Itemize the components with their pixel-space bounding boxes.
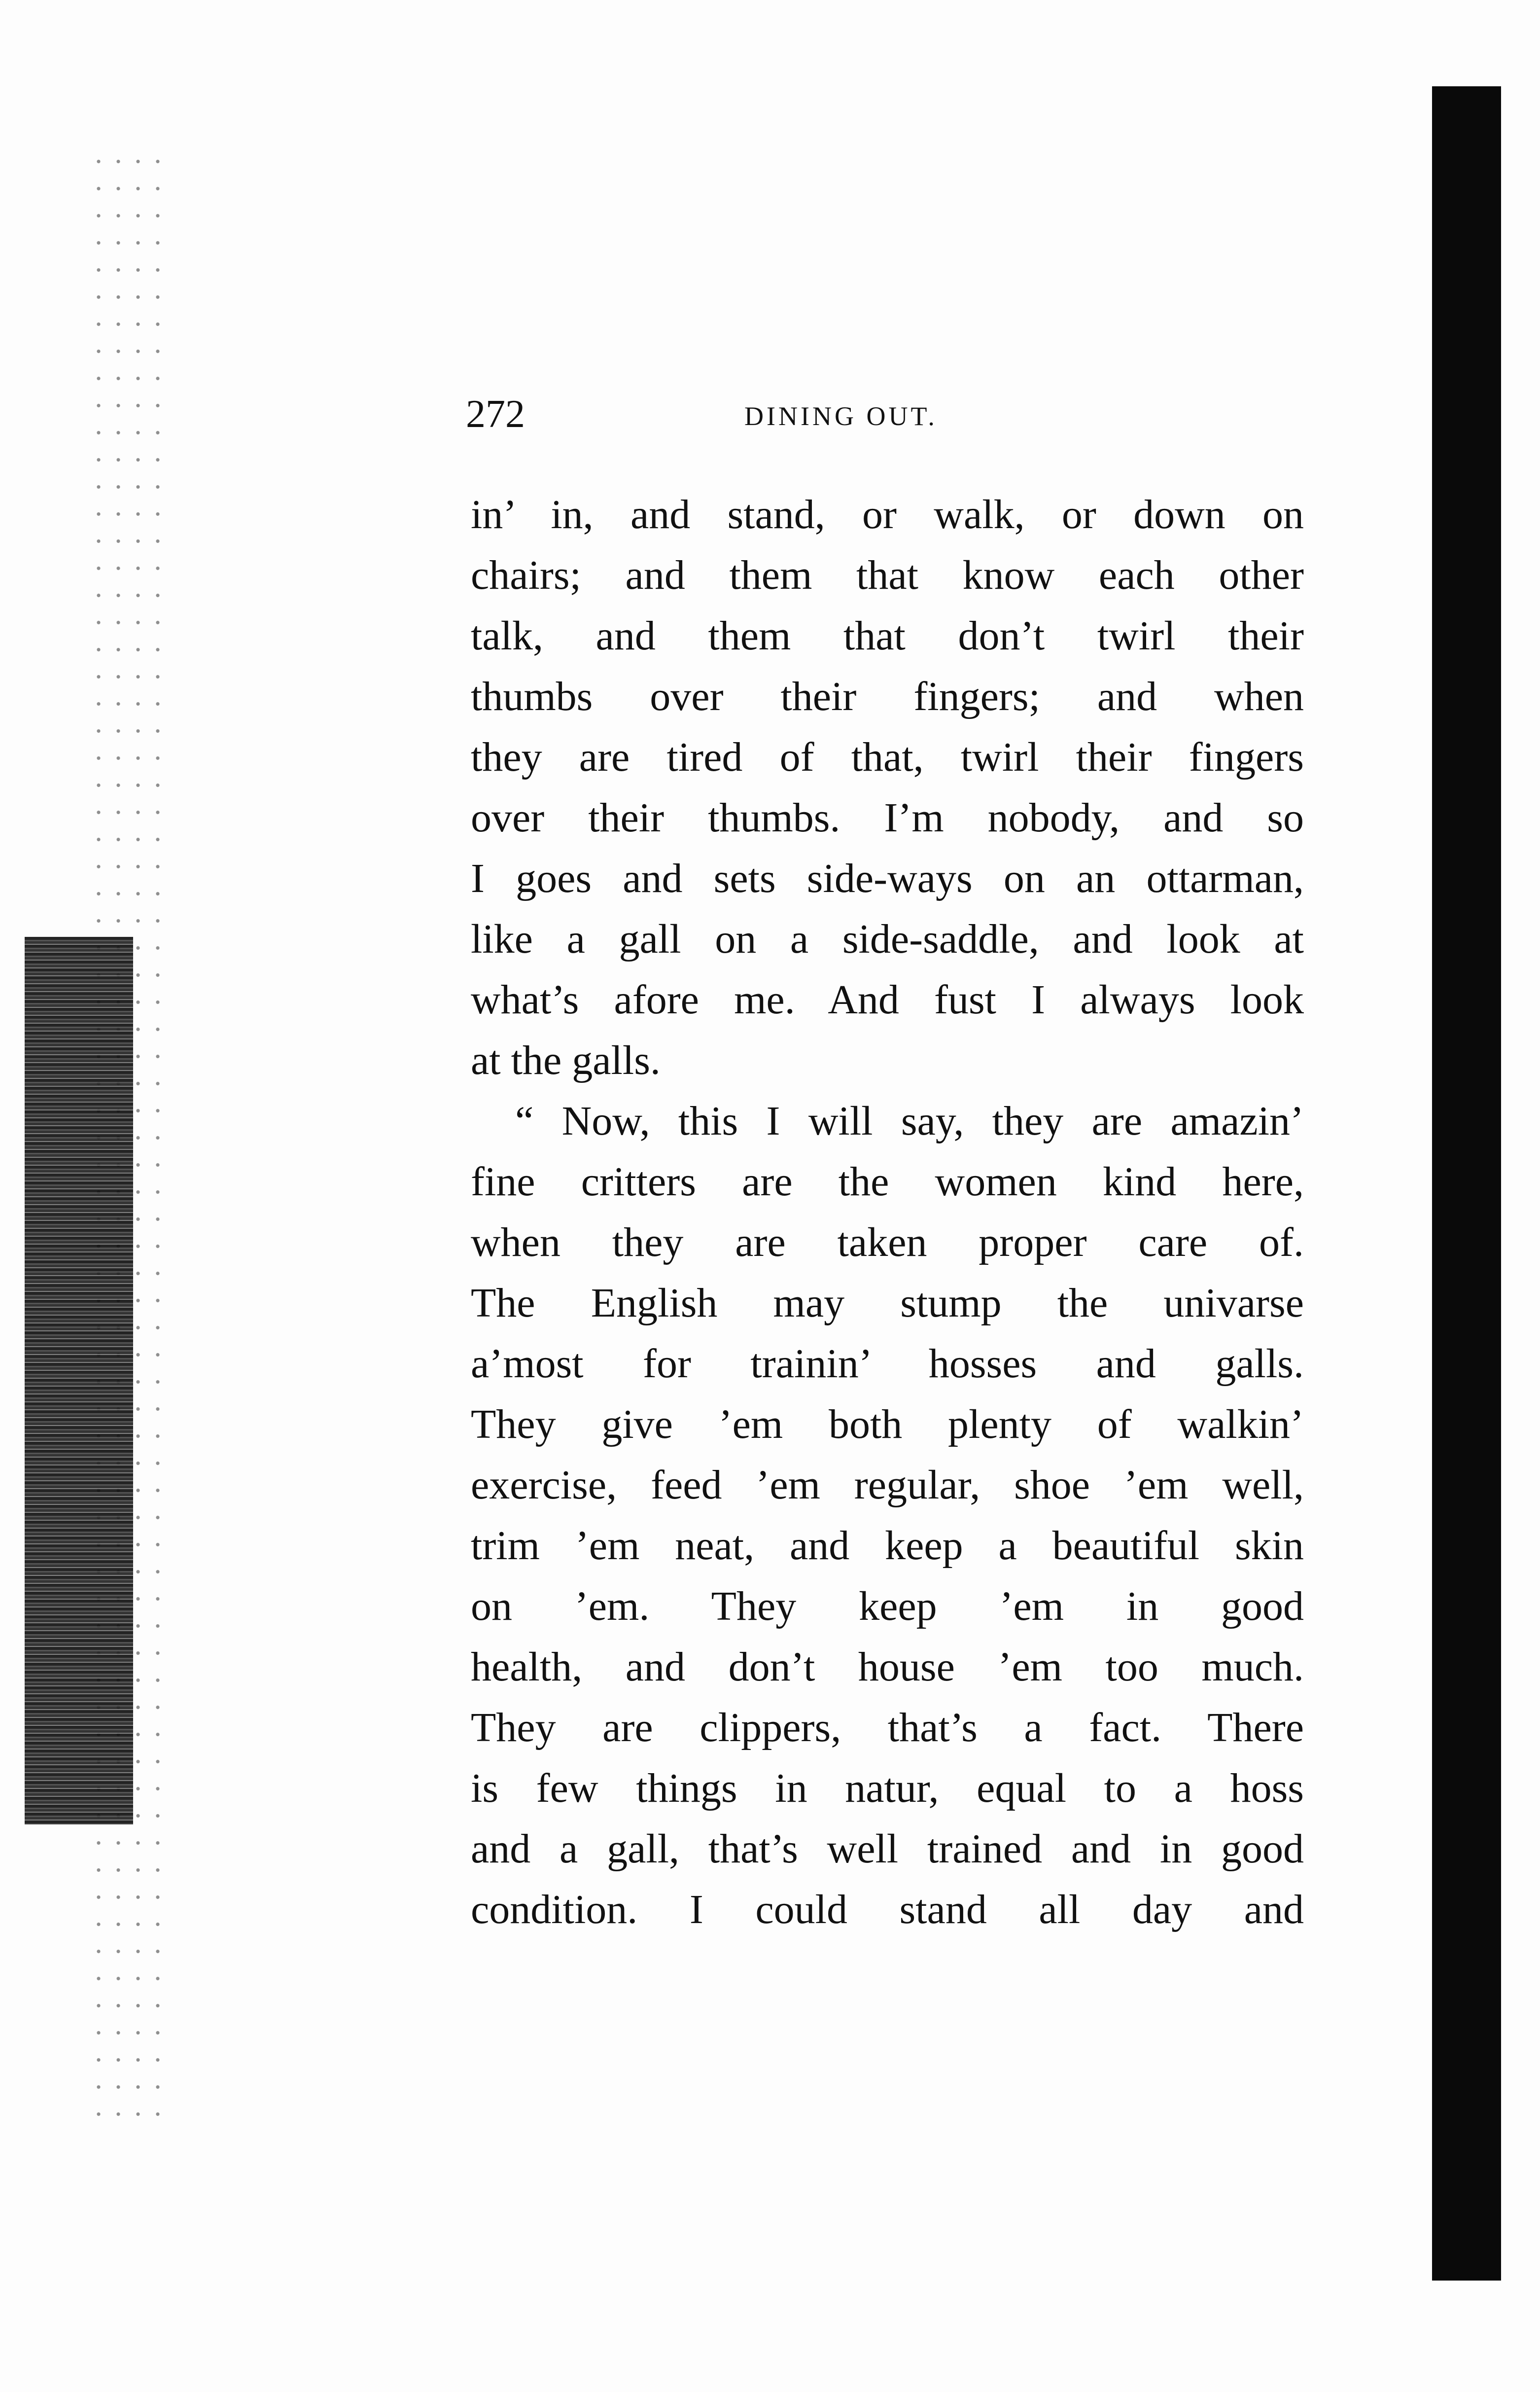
text-line: “ Now, this I will say, they are amazin’ <box>515 1098 1304 1144</box>
body-text <box>471 484 1304 1940</box>
text-line: what’s afore me. And fust I always look <box>471 977 1304 1023</box>
text-line: They are clippers, that’s a fact. There <box>471 1705 1304 1750</box>
text-line: at the galls. <box>471 1037 661 1083</box>
text-line: in’ in, and stand, or walk, or down on <box>471 492 1304 537</box>
text-line: thumbs over their fingers; and when <box>471 674 1304 719</box>
scan-gutter-shadow <box>25 937 133 1824</box>
text-line: I goes and sets side-ways on an ottarman, <box>471 856 1304 901</box>
text-line: health, and don’t house ’em too much. <box>471 1644 1304 1690</box>
text-line: condition. I could stand all day and <box>471 1887 1304 1932</box>
text-line: trim ’em neat, and keep a beautiful skin <box>471 1523 1304 1569</box>
text-line: a’most for trainin’ hosses and galls. <box>471 1341 1304 1387</box>
text-line: like a gall on a side-saddle, and look at <box>471 916 1304 962</box>
text-line: They give ’em both plenty of walkin’ <box>471 1401 1304 1447</box>
running-head: DINING OUT. <box>744 401 938 431</box>
page-header <box>466 390 1304 444</box>
text-line: they are tired of that, twirl their fingers <box>471 734 1304 780</box>
page-number: 272 <box>466 393 525 436</box>
text-line: is few things in natur, equal to a hoss <box>471 1765 1304 1811</box>
text-line: talk, and them that don’t twirl their <box>471 613 1304 659</box>
text-line: exercise, feed ’em regular, shoe ’em well, <box>471 1462 1304 1508</box>
scan-edge-bar <box>1432 86 1501 2281</box>
text-line: fine critters are the women kind here, <box>471 1159 1304 1205</box>
text-line: on ’em. They keep ’em in good <box>471 1583 1304 1629</box>
text-line: chairs; and them that know each other <box>471 552 1304 598</box>
text-line: over their thumbs. I’m nobody, and so <box>471 795 1304 841</box>
text-line: when they are taken proper care of. <box>471 1219 1304 1265</box>
text-line: The English may stump the univarse <box>471 1280 1304 1326</box>
text-line: and a gall, that’s well trained and in good <box>471 1826 1304 1872</box>
